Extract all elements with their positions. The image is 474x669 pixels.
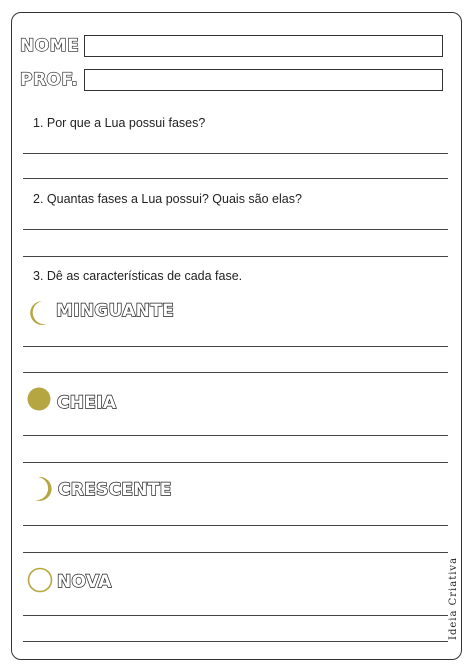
answer-line[interactable] bbox=[23, 256, 448, 257]
credit-text: Ideia Criativa bbox=[448, 556, 459, 640]
worksheet-border bbox=[11, 12, 462, 660]
phase-title-nova: NOVA bbox=[57, 572, 112, 592]
answer-line[interactable] bbox=[23, 552, 448, 553]
answer-line[interactable] bbox=[23, 178, 448, 179]
name-label: NOME bbox=[20, 36, 80, 56]
waxing-crescent-moon-icon bbox=[32, 476, 54, 502]
phase-title-minguante: MINGUANTE bbox=[56, 301, 174, 321]
teacher-label: PROF. bbox=[20, 70, 79, 90]
name-field[interactable] bbox=[84, 35, 443, 57]
phase-title-crescente: CRESCENTE bbox=[58, 480, 172, 500]
new-moon-icon bbox=[27, 567, 53, 593]
question-1: 1. Por que a Lua possui fases? bbox=[33, 116, 206, 130]
teacher-field[interactable] bbox=[84, 69, 443, 91]
answer-line[interactable] bbox=[23, 641, 448, 642]
full-moon-icon bbox=[27, 387, 51, 411]
waning-crescent-moon-icon bbox=[26, 300, 50, 326]
answer-line[interactable] bbox=[23, 346, 448, 347]
answer-line[interactable] bbox=[23, 462, 448, 463]
answer-line[interactable] bbox=[23, 153, 448, 154]
answer-line[interactable] bbox=[23, 435, 448, 436]
answer-line[interactable] bbox=[23, 525, 448, 526]
answer-line[interactable] bbox=[23, 229, 448, 230]
question-3: 3. Dê as características de cada fase. bbox=[33, 269, 243, 283]
phase-title-cheia: CHEIA bbox=[57, 393, 117, 413]
answer-line[interactable] bbox=[23, 615, 448, 616]
question-2: 2. Quantas fases a Lua possui? Quais são elas? bbox=[33, 192, 302, 206]
answer-line[interactable] bbox=[23, 372, 448, 373]
